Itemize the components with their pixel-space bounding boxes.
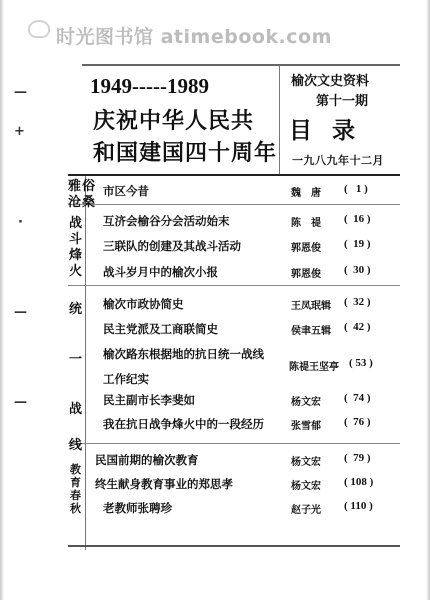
section-label-1-char-1: 雅 <box>68 179 82 194</box>
entry-title-7-continued: 工作纪实 <box>103 372 149 386</box>
contents-top-rule <box>68 174 400 176</box>
section-label-4-char-2: 育 <box>70 476 81 489</box>
commemoration-title-line1: 庆祝中华人民共 <box>93 108 255 134</box>
entry-title-1: 市区今昔 <box>103 184 149 198</box>
section-label-1-char-3: 沧 <box>68 195 82 210</box>
right-page-edge <box>426 0 430 600</box>
entry-author-2: 陈 禔 <box>291 218 321 229</box>
header-divider <box>279 66 280 174</box>
entry-title-4: 战斗岁月中的榆次小报 <box>103 265 218 279</box>
section-label-2-char-2: 斗 <box>69 232 83 247</box>
entry-author-3: 郭恩俊 <box>291 243 321 254</box>
entry-page-7: ( 53 ) <box>349 357 373 369</box>
entry-author-1: 魏 唐 <box>291 188 321 199</box>
entry-title-6: 民主党派及工商联简史 <box>103 322 218 336</box>
entry-page-10: ( 79 ) <box>344 452 371 464</box>
section-label-4-char-3: 春 <box>70 489 81 502</box>
entry-author-8: 杨文宏 <box>291 397 321 408</box>
top-rule <box>82 64 400 66</box>
entry-page-9: ( 76 ) <box>344 416 371 428</box>
series-title: 榆次文史资料 <box>291 74 370 89</box>
section-label-3-char-3: 战 <box>69 402 83 417</box>
section-label-4 <box>70 463 81 515</box>
commemoration-years: 1949-----1989 <box>90 74 209 98</box>
section-label-1-char-4: 桑 <box>82 195 96 210</box>
section-label-2-char-1: 战 <box>69 216 83 231</box>
entry-title-10: 民国前期的榆次教育 <box>95 453 199 467</box>
entry-title-2: 互济会榆谷分会活动始末 <box>103 214 230 228</box>
entry-title-3: 三联队的创建及其战斗活动 <box>103 239 241 253</box>
margin-dash-1: — <box>14 85 27 100</box>
section-rule-3 <box>68 443 400 444</box>
entry-page-2: ( 16 ) <box>344 213 371 225</box>
entry-title-7: 榆次路东根据地的抗日统一战线 <box>103 347 264 361</box>
section-label-2-char-3: 烽 <box>69 248 83 263</box>
entry-title-5: 榆次市政协简史 <box>103 297 184 311</box>
section-label-1 <box>68 179 95 211</box>
entry-author-10: 杨文宏 <box>291 457 321 468</box>
watermark-text: 时光图书馆 atimebook.com <box>56 26 332 48</box>
entry-page-11: ( 108 ) <box>344 476 374 488</box>
section-label-4-char-1: 教 <box>70 463 81 476</box>
entry-author-11: 杨文宏 <box>291 481 321 492</box>
entry-author-7: 陈禔王坚亭 <box>289 362 339 373</box>
margin-dash-4: — <box>14 395 27 410</box>
entry-page-8: ( 74 ) <box>344 392 371 404</box>
entry-page-12: ( 110 ) <box>344 500 373 512</box>
entry-author-5: 王凤珉辑 <box>291 301 331 312</box>
entry-page-5: ( 32 ) <box>344 296 371 308</box>
entry-author-12: 赵子光 <box>291 505 321 516</box>
section-rule-2 <box>68 285 400 286</box>
issue-number: 第十一期 <box>316 94 369 109</box>
entry-title-8: 民主副市长李斐如 <box>103 393 195 407</box>
entry-page-1: ( 1 ) <box>344 183 368 195</box>
contents-bottom-rule <box>68 545 400 547</box>
section-label-2-char-4: 火 <box>69 264 83 279</box>
entry-title-9: 我在抗日战争烽火中的一段经历 <box>103 417 264 431</box>
entry-page-3: ( 19 ) <box>344 238 371 250</box>
watermark <box>28 6 332 48</box>
section-label-2 <box>69 216 82 280</box>
entry-page-4: ( 30 ) <box>344 264 371 276</box>
section-divider <box>85 176 86 550</box>
entry-author-6: 侯聿五辑 <box>291 326 331 337</box>
section-label-4-char-4: 秋 <box>70 502 81 515</box>
left-page-edge <box>0 0 4 600</box>
entry-title-12: 老教师张聘珍 <box>103 501 172 515</box>
section-label-3-char-1: 统 <box>69 302 83 317</box>
entry-title-11: 终生献身教育事业的郑思孝 <box>95 477 233 491</box>
section-label-3-char-4: 线 <box>69 438 83 453</box>
margin-mark: + <box>14 124 25 139</box>
section-label-3-char-2: 一 <box>69 352 83 367</box>
margin-dash-3: — <box>14 305 27 320</box>
margin-dash-2: · <box>18 215 23 230</box>
watermark-logo <box>28 20 50 38</box>
publication-date: 一九八九年十二月 <box>292 154 384 167</box>
commemoration-title-line2: 和国建国四十周年 <box>93 140 278 166</box>
entry-author-9: 张雪郁 <box>291 421 321 432</box>
section-label-3 <box>69 302 82 454</box>
contents-heading: 目录 <box>289 117 375 144</box>
section-rule-1 <box>68 204 400 205</box>
entry-author-4: 郭恩俊 <box>291 269 321 280</box>
entry-page-6: ( 42 ) <box>344 321 371 333</box>
section-label-1-char-2: 俗 <box>82 179 96 194</box>
